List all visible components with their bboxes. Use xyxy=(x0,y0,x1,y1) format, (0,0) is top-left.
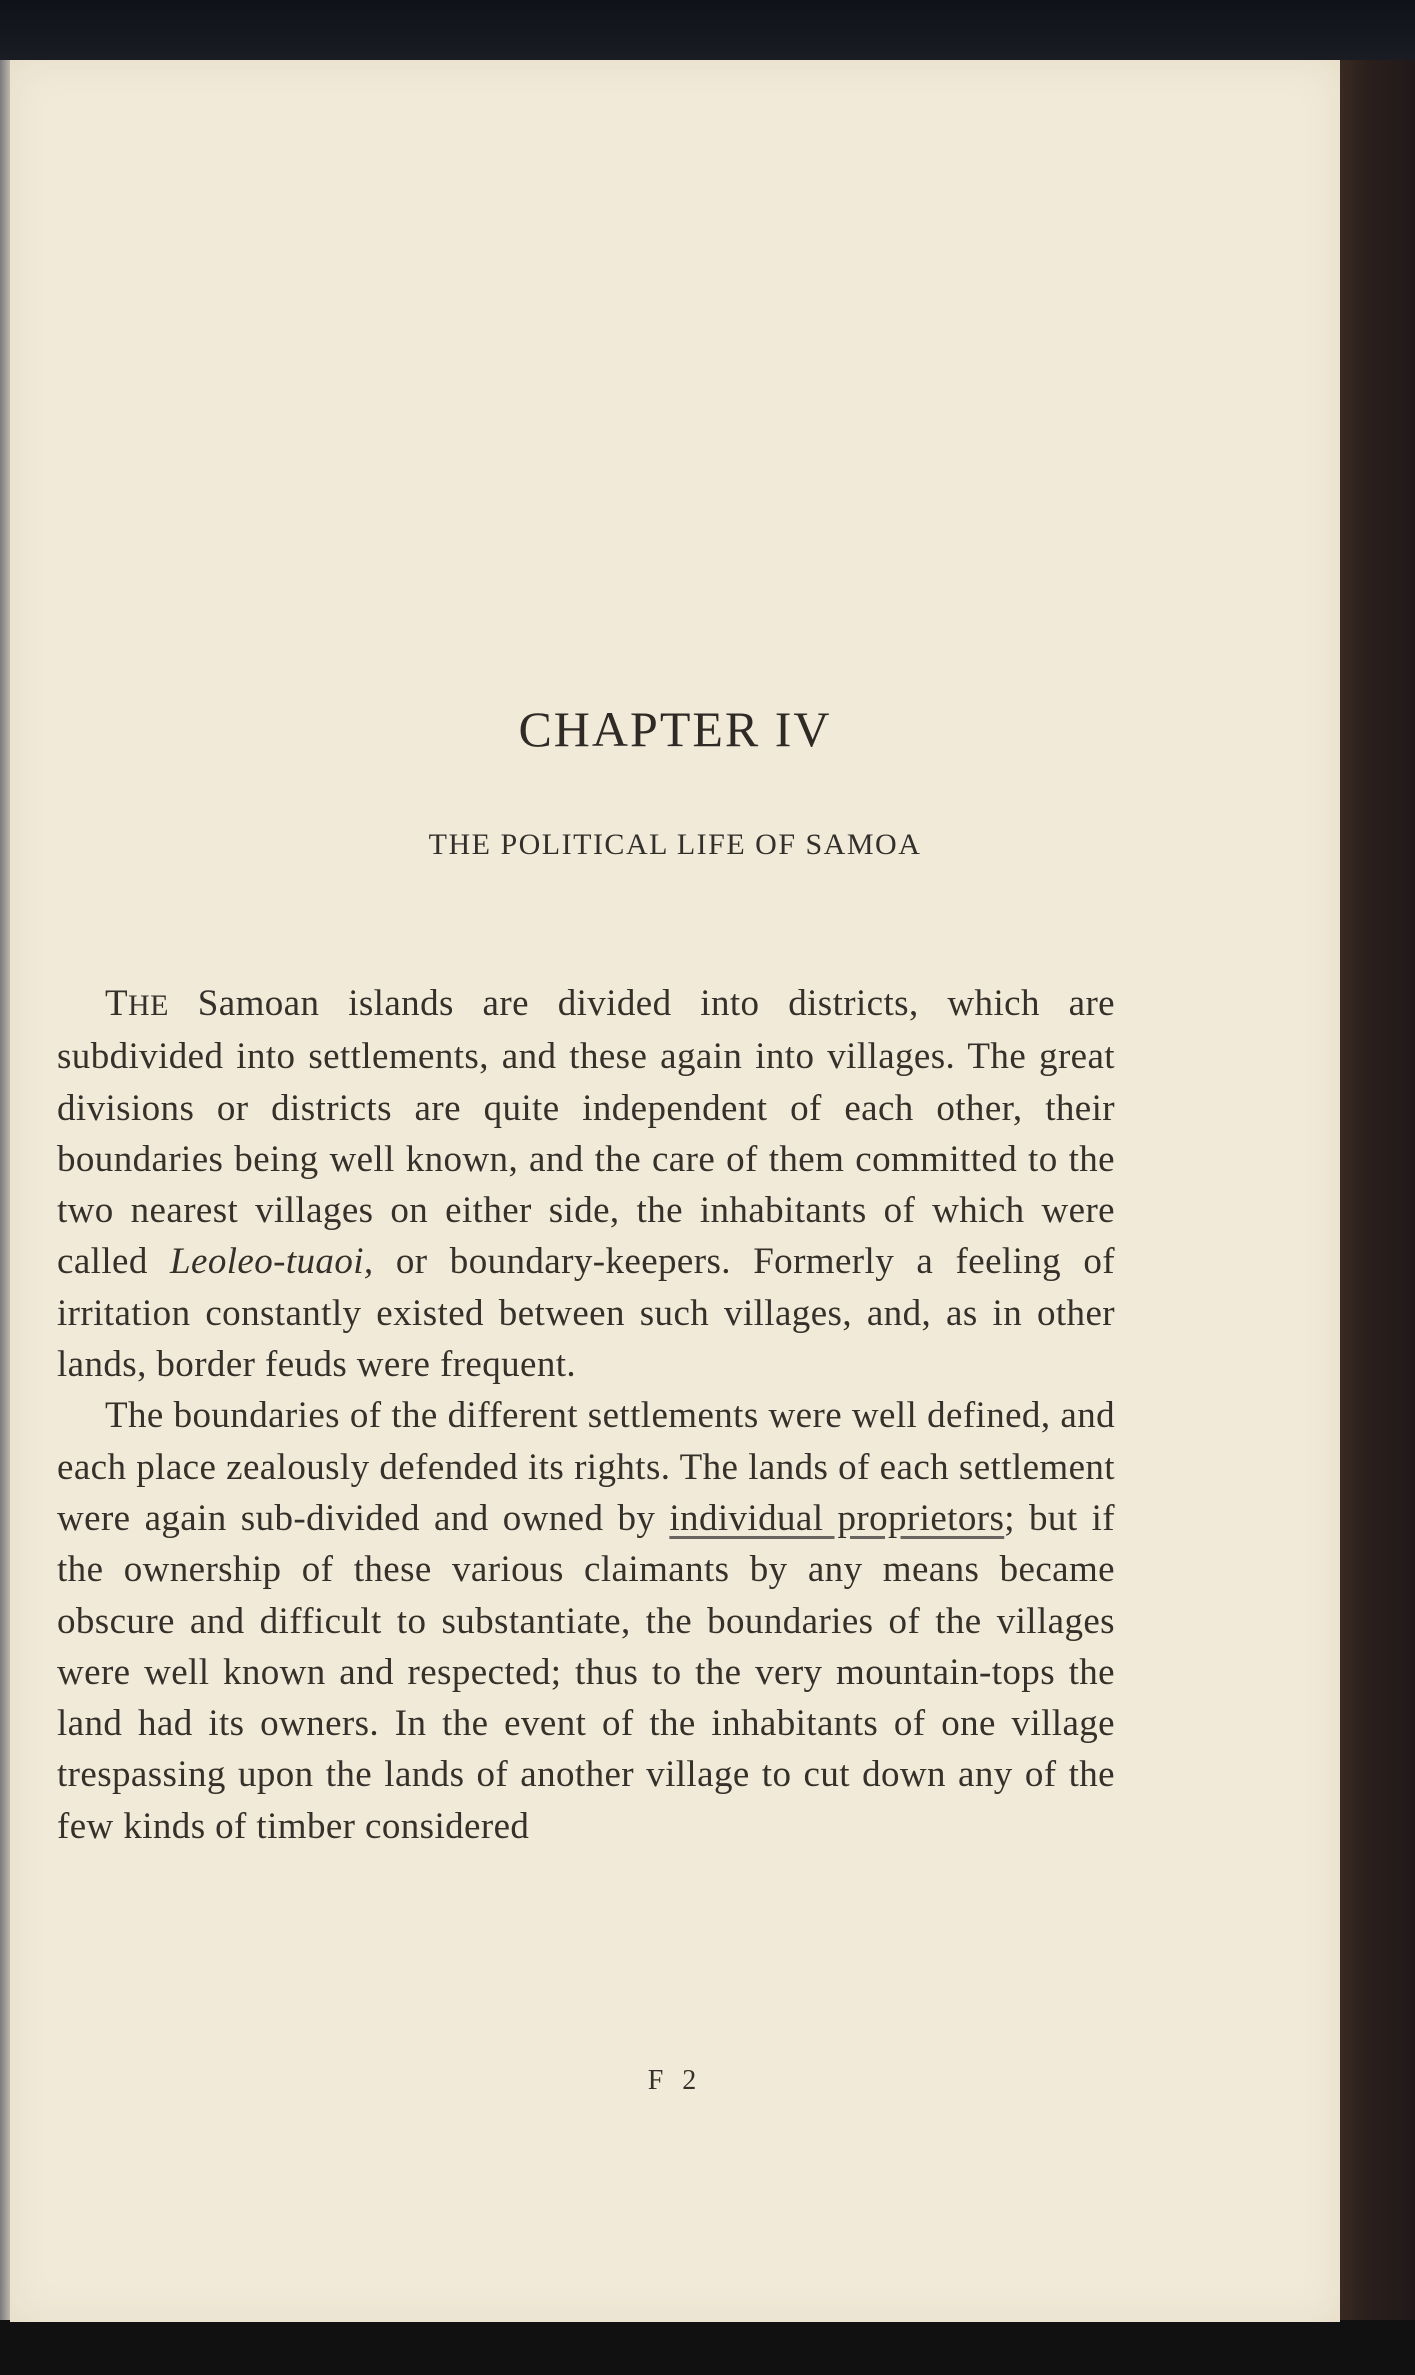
italic-term: Leoleo-tuaoi, xyxy=(170,1241,374,1283)
scanner-top-background xyxy=(0,0,1415,66)
book-cover-edge xyxy=(1338,60,1415,2375)
paragraph-1 xyxy=(57,978,1115,1390)
lead-smallcaps: HE xyxy=(128,989,170,1022)
signature-mark: F 2 xyxy=(647,2065,703,2096)
chapter-title: CHAPTER IV xyxy=(518,701,832,757)
body-text xyxy=(57,978,1115,1852)
chapter-subtitle: THE POLITICAL LIFE OF SAMOA xyxy=(428,828,922,861)
paragraph-2-text-b: ; but if the ownership of these various claimants by any means became obscure and difficult to substantiate, the boundaries of the villages were well known and respected; thus to the very mountain-tops the land had its owners. In the event of the inhabitants of one village trespassing upon the lands of another village to cut down any of the few kinds of timber considered xyxy=(57,1497,1115,1847)
paragraph-2 xyxy=(57,1390,1115,1852)
book-page xyxy=(10,60,1340,2322)
scanner-bottom-background xyxy=(0,2320,1415,2375)
underlined-phrase: individual proprietors xyxy=(669,1497,1005,1539)
paragraph-1-text-b: or boundary-keepers. Formerly a feeling of irritation constantly existed between such villages, and, as in other lands, border feuds were frequent. xyxy=(57,1241,1115,1386)
lead-initial: T xyxy=(105,983,129,1024)
paragraph-2-text-a: The boundaries of the different settlements were well defined, and each place zealously defended its rights. The lands of each settlement were again sub-divided and owned by xyxy=(57,1395,1115,1539)
paragraph-1-text-a: Samoan islands are divided into districts, which are subdivided into settlements, and these again into villages. The great divisions or districts are quite independent of each other, their boundaries being well known, and the care of them committed to the two nearest villages on either side, the inhabitants of which were called xyxy=(57,983,1115,1283)
